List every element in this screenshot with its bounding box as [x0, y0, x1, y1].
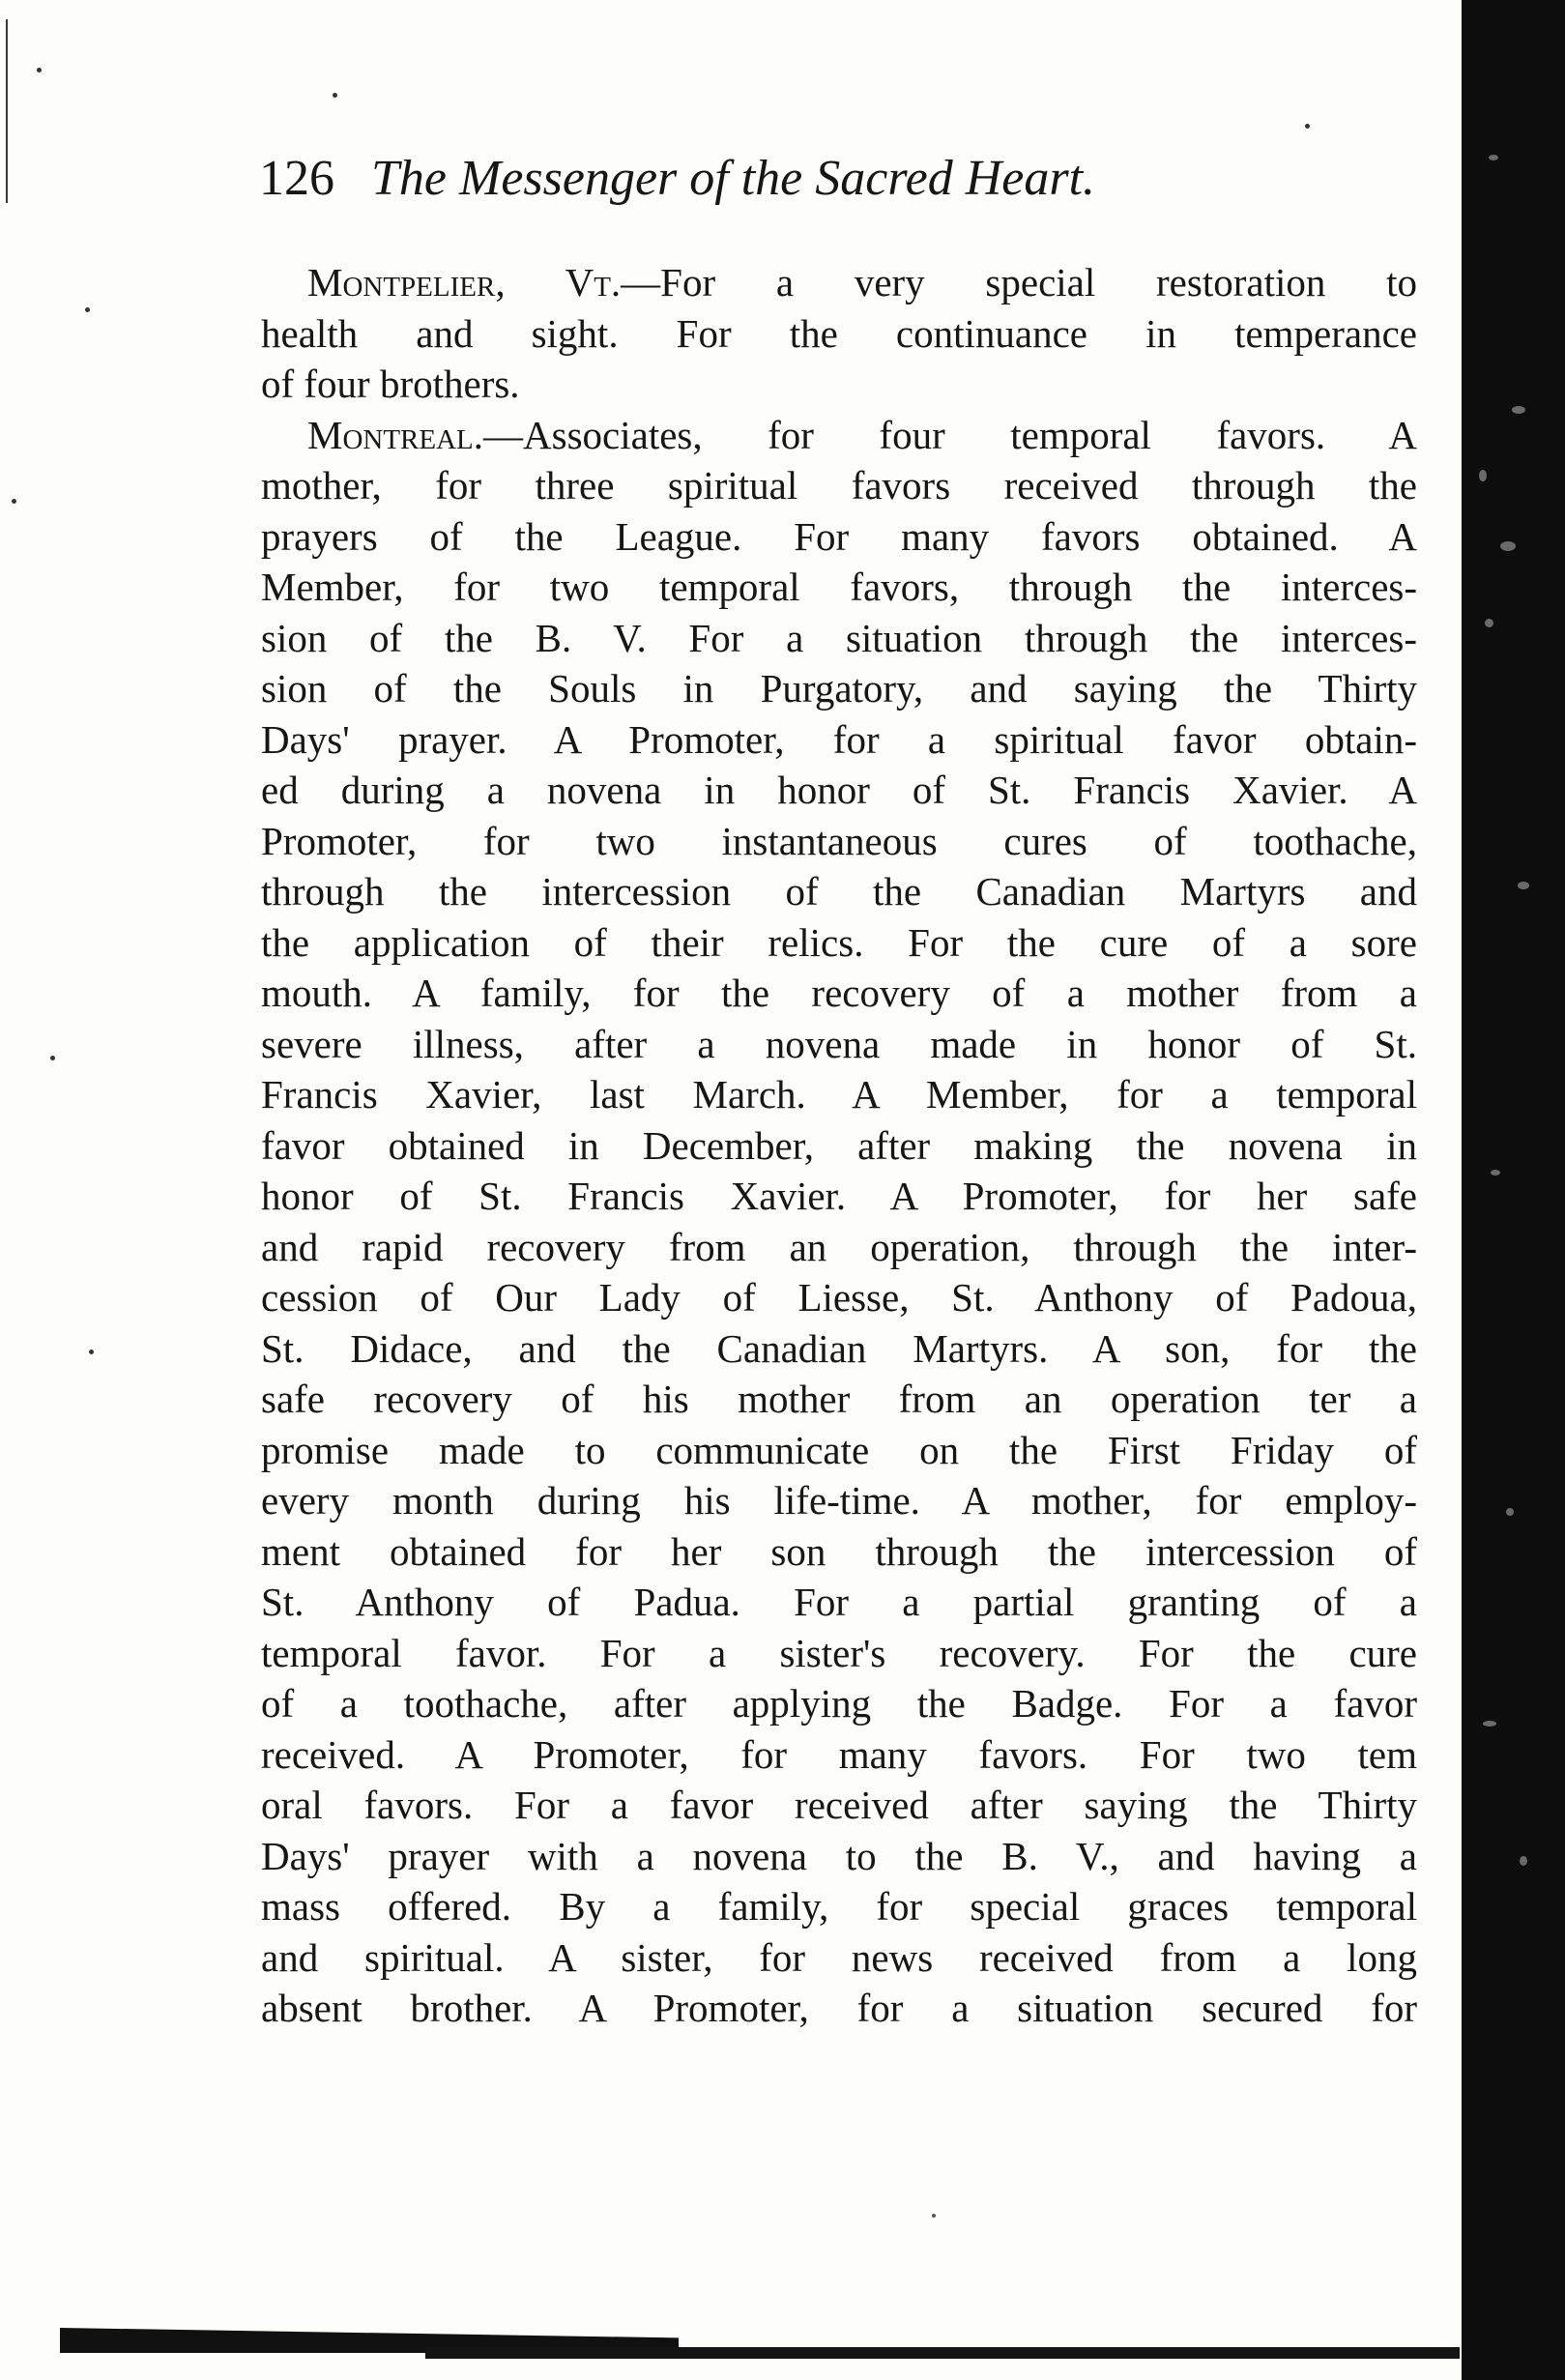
page-number: 126: [259, 151, 334, 206]
text-line: mother, for three spiritual favors received through the: [261, 463, 1417, 508]
scan-speck: [333, 93, 337, 98]
text-line: of a toothache, after applying the Badge. For a favor: [261, 1681, 1417, 1726]
text-line: Montreal.—Associates, for four temporal favors. A: [307, 412, 1417, 457]
text-line: safe recovery of his mother from an operation ter a: [261, 1377, 1417, 1421]
place-name-montreal: Montreal.: [307, 412, 484, 457]
body-text: [261, 257, 1417, 2034]
text-line: severe illness, after a novena made in honor of St.: [261, 1021, 1417, 1066]
text-line: ment obtained for her son through the intercession of: [261, 1528, 1417, 1574]
text-line: sion of the Souls in Purgatory, and saying the Thirty: [261, 666, 1417, 711]
text-line: and spiritual. A sister, for news received from a long: [261, 1934, 1417, 1980]
text-line: received. A Promoter, for many favors. For two tem: [261, 1731, 1417, 1777]
text-line: prayers of the League. For many favors obtained. A: [261, 513, 1417, 559]
text-line: cession of Our Lady of Liesse, St. Anthony of Padoua,: [261, 1275, 1417, 1320]
text-line: every month during his life-time. A mother, for employ-: [261, 1478, 1417, 1523]
text-line: Francis Xavier, last March. A Member, for a temporal: [261, 1072, 1417, 1117]
text-line: favor obtained in December, after making the novena in: [261, 1122, 1417, 1168]
text-line: and rapid recovery from an operation, through the inter-: [261, 1224, 1417, 1269]
text-line: health and sight. For the continuance in temperance: [261, 310, 1417, 356]
scan-speck: [50, 1056, 55, 1060]
scan-speck: [89, 1350, 94, 1354]
text-line: promise made to communicate on the First Friday of: [261, 1427, 1417, 1472]
bottom-edge-rule: [425, 2347, 1460, 2359]
text-line: honor of St. Francis Xavier. A Promoter, for her safe: [261, 1174, 1417, 1218]
text-line: mouth. A family, for the recovery of a mother from a: [261, 971, 1417, 1015]
scan-speck: [12, 499, 16, 504]
text-line: Member, for two temporal favors, through the interces-: [261, 565, 1417, 609]
scan-speck: [1305, 124, 1310, 129]
text-line: through the intercession of the Canadian Martyrs and: [261, 869, 1417, 914]
text-line: of four brothers.: [261, 362, 520, 406]
text-line: Montpelier, Vt.—For a very special restoration to: [307, 260, 1417, 305]
scan-speck: [37, 68, 42, 73]
text-line: Days' prayer. A Promoter, for a spiritual favor obtain-: [261, 716, 1417, 762]
text-line: oral favors. For a favor received after saying the Thirty: [261, 1783, 1417, 1827]
running-title: The Messenger of the Sacred Heart.: [371, 151, 1096, 206]
text-line: absent brother. A Promoter, for a situation secured for: [261, 1986, 1417, 2030]
text-line: Promoter, for two instantaneous cures of toothache,: [261, 818, 1417, 863]
text-line: St. Didace, and the Canadian Martyrs. A son, for the: [261, 1325, 1417, 1371]
text-line: mass offered. By a family, for special graces temporal: [261, 1884, 1417, 1929]
place-name-montpelier: Montpelier, Vt.: [307, 260, 622, 305]
running-header: [259, 145, 1458, 213]
page-edge-shadow: [6, 19, 8, 203]
text-line: temporal favor. For a sister's recovery. For the cure: [261, 1630, 1417, 1675]
text-line: ed during a novena in honor of St. Francis Xavier. A: [261, 768, 1417, 812]
text-line: St. Anthony of Padua. For a partial granting of a: [261, 1580, 1417, 1624]
text-line: sion of the B. V. For a situation through the interces-: [261, 615, 1417, 660]
scan-speck: [85, 307, 90, 312]
text-line: Days' prayer with a novena to the B. V., and having a: [261, 1833, 1417, 1878]
scan-speck: [932, 2214, 936, 2218]
text-line: the application of their relics. For the cure of a sore: [261, 919, 1417, 965]
binding-gutter-shadow: [1462, 0, 1565, 2380]
